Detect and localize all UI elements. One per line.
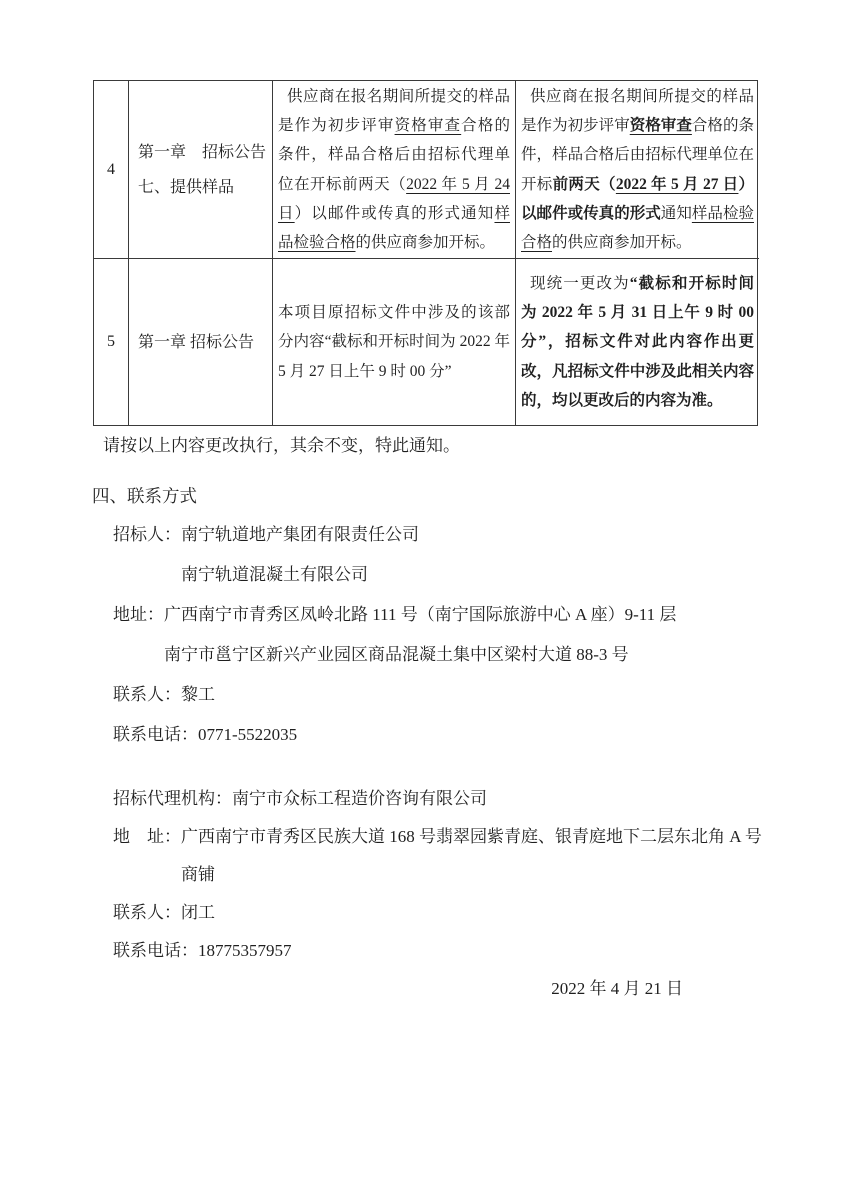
table-row4-chapter-cell (129, 81, 273, 259)
tenderer-name: 南宁轨道混凝土有限公司 (181, 565, 368, 584)
agency-phone-line (93, 932, 758, 970)
original-content-text: 供应商在报名期间所提交的样品是作为初步评审资格审查合格的条件，样品合格后由招标代理单位在开标前两天（2022 年 5 月 24 日）以邮件或传真的形式通知样品检验合格的供应商参加开标。 (278, 87, 510, 251)
agency-block (93, 780, 762, 970)
row-number: 5 (107, 333, 115, 350)
chapter-line: 第一章 招标公告 (138, 143, 267, 161)
document-date: 2022 年 4 月 21 日 (551, 979, 683, 998)
tenderer-block (93, 515, 758, 755)
tenderer-address: 南宁市邕宁区新兴产业园区商品混凝土集中区梁村大道 88-3 号 (164, 645, 629, 664)
table-row4-number-cell (94, 81, 129, 259)
row-number: 4 (107, 160, 115, 178)
phone-label: 联系电话： (113, 725, 198, 744)
tenderer-address: 广西南宁市青秀区凤岭北路 111 号（南宁国际旅游中心 A 座）9-11 层 (164, 605, 677, 624)
tenderer-label: 招标人： (113, 525, 181, 544)
contact-section (93, 515, 762, 1004)
table-row4-original-cell (273, 81, 516, 259)
contact-person-name: 闭工 (181, 903, 215, 922)
chapter-line: 七、提供样品 (138, 178, 235, 196)
agency-contact-line (93, 894, 758, 932)
table-row5-chapter-cell (129, 259, 273, 425)
table-row5-original-cell (273, 259, 516, 425)
contact-person-label: 联系人： (113, 685, 181, 704)
tenderer-line (93, 515, 758, 595)
table-row5-revised-cell (516, 259, 759, 425)
tenderer-phone-line (93, 715, 758, 755)
contact-person-name: 黎工 (181, 685, 215, 704)
address-label: 地址： (113, 605, 164, 624)
revised-content-text: 供应商在报名期间所提交的样品是作为初步评审资格审查合格的条件，样品合格后由招标代理单位在开标前两天（2022 年 5 月 27 日）以邮件或传真的形式通知样品检验合格的供应商参加开标。 (521, 87, 754, 251)
agency-line (93, 780, 758, 818)
address-label: 地 址： (113, 827, 181, 846)
agency-label: 招标代理机构： (113, 789, 232, 808)
phone-label: 联系电话： (113, 941, 198, 960)
contact-section-title: 四、联系方式 (92, 486, 197, 506)
contact-person-label: 联系人： (113, 903, 181, 922)
agency-address: 商铺 (181, 865, 215, 884)
tenderer-name: 南宁轨道地产集团有限责任公司 (181, 525, 419, 544)
table-row5-number-cell (94, 259, 129, 425)
tenderer-contact-line (93, 675, 758, 715)
changes-table (93, 80, 758, 426)
execution-note: 请按以上内容更改执行，其余不变，特此通知。 (103, 436, 460, 455)
phone-number: 18775357957 (198, 941, 292, 960)
table-row4-revised-cell (516, 81, 759, 259)
agency-name: 南宁市众标工程造价咨询有限公司 (232, 789, 487, 808)
agency-address-line (93, 818, 762, 894)
phone-number: 0771-5522035 (198, 725, 298, 744)
revised-content-text: 现统一更改为“截标和开标时间为 2022 年 5 月 31 日上午 9 时 00 分”，招标文件对此内容作出更改，凡招标文件中涉及此相关内容的，均以更改后的内容为准。 (521, 274, 754, 409)
original-content-text: 本项目原招标文件中涉及的该部分内容“截标和开标时间为 2022 年 5 月 27 日上午 9 时 00 分” (278, 304, 510, 380)
tenderer-address-line (93, 595, 758, 675)
chapter-line: 第一章 招标公告 (138, 333, 255, 351)
agency-address: 广西南宁市青秀区民族大道 168 号翡翠园紫青庭、银青庭地下二层东北角 A 号 (181, 827, 762, 846)
